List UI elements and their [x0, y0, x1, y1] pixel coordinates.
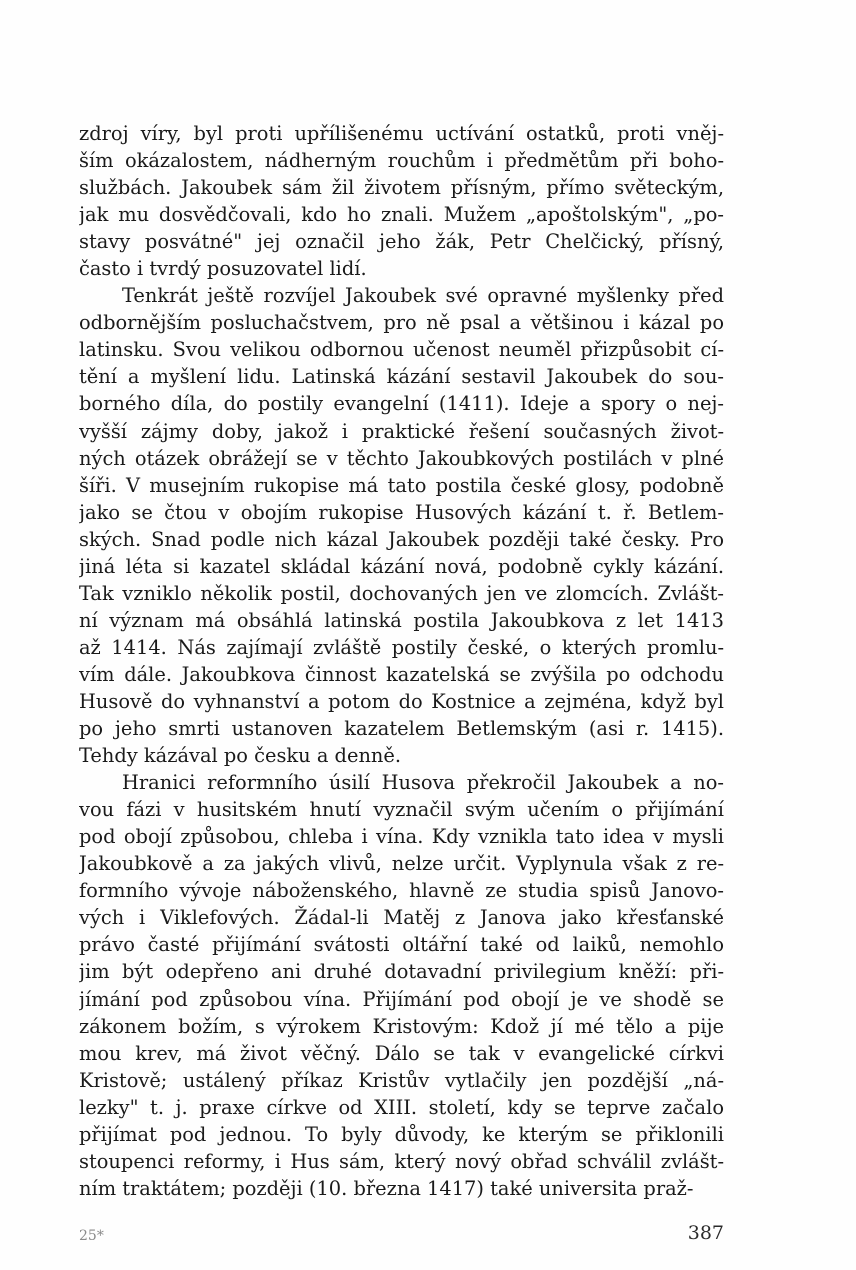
- body-text: [79, 120, 724, 1202]
- text-line: Tehdy kázával po česku a denně.: [79, 744, 402, 768]
- text-line: jako se čtou v obojím rukopise Husových kázání t. ř. Betlem-: [79, 500, 724, 524]
- paragraph: [79, 282, 724, 769]
- text-line: stavy posvátné" jej označil jeho žák, Petr Chelčický, přísný,: [79, 230, 724, 254]
- text-line: ných otázek obrážejí se v těchto Jakoubkových postilách v plné: [79, 446, 724, 470]
- text-line: tění a myšlení lidu. Latinská kázání sestavil Jakoubek do sou-: [79, 365, 724, 389]
- text-line: pod obojí způsobou, chleba i vína. Kdy vznikla tato idea v mysli: [79, 825, 724, 849]
- paragraph: [79, 120, 724, 282]
- text-line: odbornějším posluchačstvem, pro ně psal a většinou i kázal po: [79, 311, 724, 335]
- text-line: jim být odepřeno ani druhé dotavadní privilegium kněží: při-: [79, 960, 724, 984]
- text-line: lezky" t. j. praxe církve od XIII. století, kdy se teprve začalo: [79, 1095, 724, 1119]
- text-line: zákonem božím, s výrokem Kristovým: Kdož jí mé tělo a pije: [79, 1014, 724, 1038]
- text-line: Hranici reformního úsilí Husova překročil Jakoubek a no-: [122, 771, 724, 795]
- text-line: vou fázi v husitském hnutí vyznačil svým učením o přijímání: [79, 798, 724, 822]
- text-line: ských. Snad podle nich kázal Jakoubek později také česky. Pro: [79, 527, 724, 551]
- text-line: ní význam má obsáhlá latinská postila Jakoubkova z let 1413: [79, 608, 724, 632]
- text-line: Husově do vyhnanství a potom do Kostnice a zejména, když byl: [79, 689, 724, 713]
- text-line: přijímat pod jednou. To byly důvody, ke kterým se přiklonili: [79, 1122, 724, 1146]
- text-line: mou krev, má život věčný. Dálo se tak v evangelické církvi: [79, 1041, 724, 1065]
- text-line: stoupenci reformy, i Hus sám, který nový obřad schválil zvlášt-: [79, 1149, 724, 1173]
- text-line: právo časté přijímání svátosti oltářní také od laiků, nemohlo: [79, 933, 724, 957]
- text-line: ním traktátem; později (10. března 1417) také universita praž-: [79, 1176, 694, 1200]
- paragraph: [79, 769, 724, 1202]
- text-line: službách. Jakoubek sám žil životem přísným, přímo světeckým,: [79, 176, 724, 200]
- text-line: po jeho smrti ustanoven kazatelem Betlemským (asi r. 1415).: [79, 717, 724, 741]
- page-number: 387: [687, 1222, 724, 1244]
- text-line: až 1414. Nás zajímají zvláště postily české, o kterých promlu-: [79, 635, 724, 659]
- text-line: často i tvrdý posuzovatel lidí.: [79, 257, 367, 281]
- text-line: ším okázalostem, nádherným rouchům i předmětům při boho-: [79, 149, 724, 173]
- text-line: Jakoubkově a za jakých vlivů, nelze určit. Vyplynula však z re-: [79, 852, 724, 876]
- text-line: šíři. V musejním rukopise má tato postila české glosy, podobně: [79, 473, 724, 497]
- text-line: jiná léta si kazatel skládal kázání nová, podobně cykly kázání.: [79, 554, 724, 578]
- text-line: Kristově; ustálený příkaz Kristův vytlačily jen pozdější „ná-: [79, 1068, 724, 1092]
- text-line: formního vývoje náboženského, hlavně ze studia spisů Janovo-: [79, 879, 724, 903]
- printer-signature-mark: 25*: [79, 1228, 104, 1244]
- text-line: Tak vzniklo několik postil, dochovaných jen ve zlomcích. Zvlášt-: [79, 581, 724, 605]
- text-line: jak mu dosvědčovali, kdo ho znali. Mužem „apoštolským", „po-: [79, 203, 724, 227]
- text-line: Tenkrát ještě rozvíjel Jakoubek své opravné myšlenky před: [122, 284, 724, 308]
- text-line: zdroj víry, byl proti upřílišenému uctívání ostatků, proti vněj-: [79, 122, 724, 145]
- text-line: borného díla, do postily evangelní (1411). Ideje a spory o nej-: [79, 392, 724, 416]
- text-line: latinsku. Svou velikou odbornou učenost neuměl přizpůsobit cí-: [79, 338, 724, 362]
- text-line: jímání pod způsobou vína. Přijímání pod obojí je ve shodě se: [79, 987, 724, 1011]
- text-line: vím dále. Jakoubkova činnost kazatelská se zvýšila po odchodu: [79, 662, 724, 686]
- page-footer: [79, 1222, 724, 1252]
- text-line: vých i Viklefových. Žádal-li Matěj z Janova jako křesťanské: [79, 906, 724, 930]
- text-line: vyšší zájmy doby, jakož i praktické řešení současných život-: [79, 419, 724, 443]
